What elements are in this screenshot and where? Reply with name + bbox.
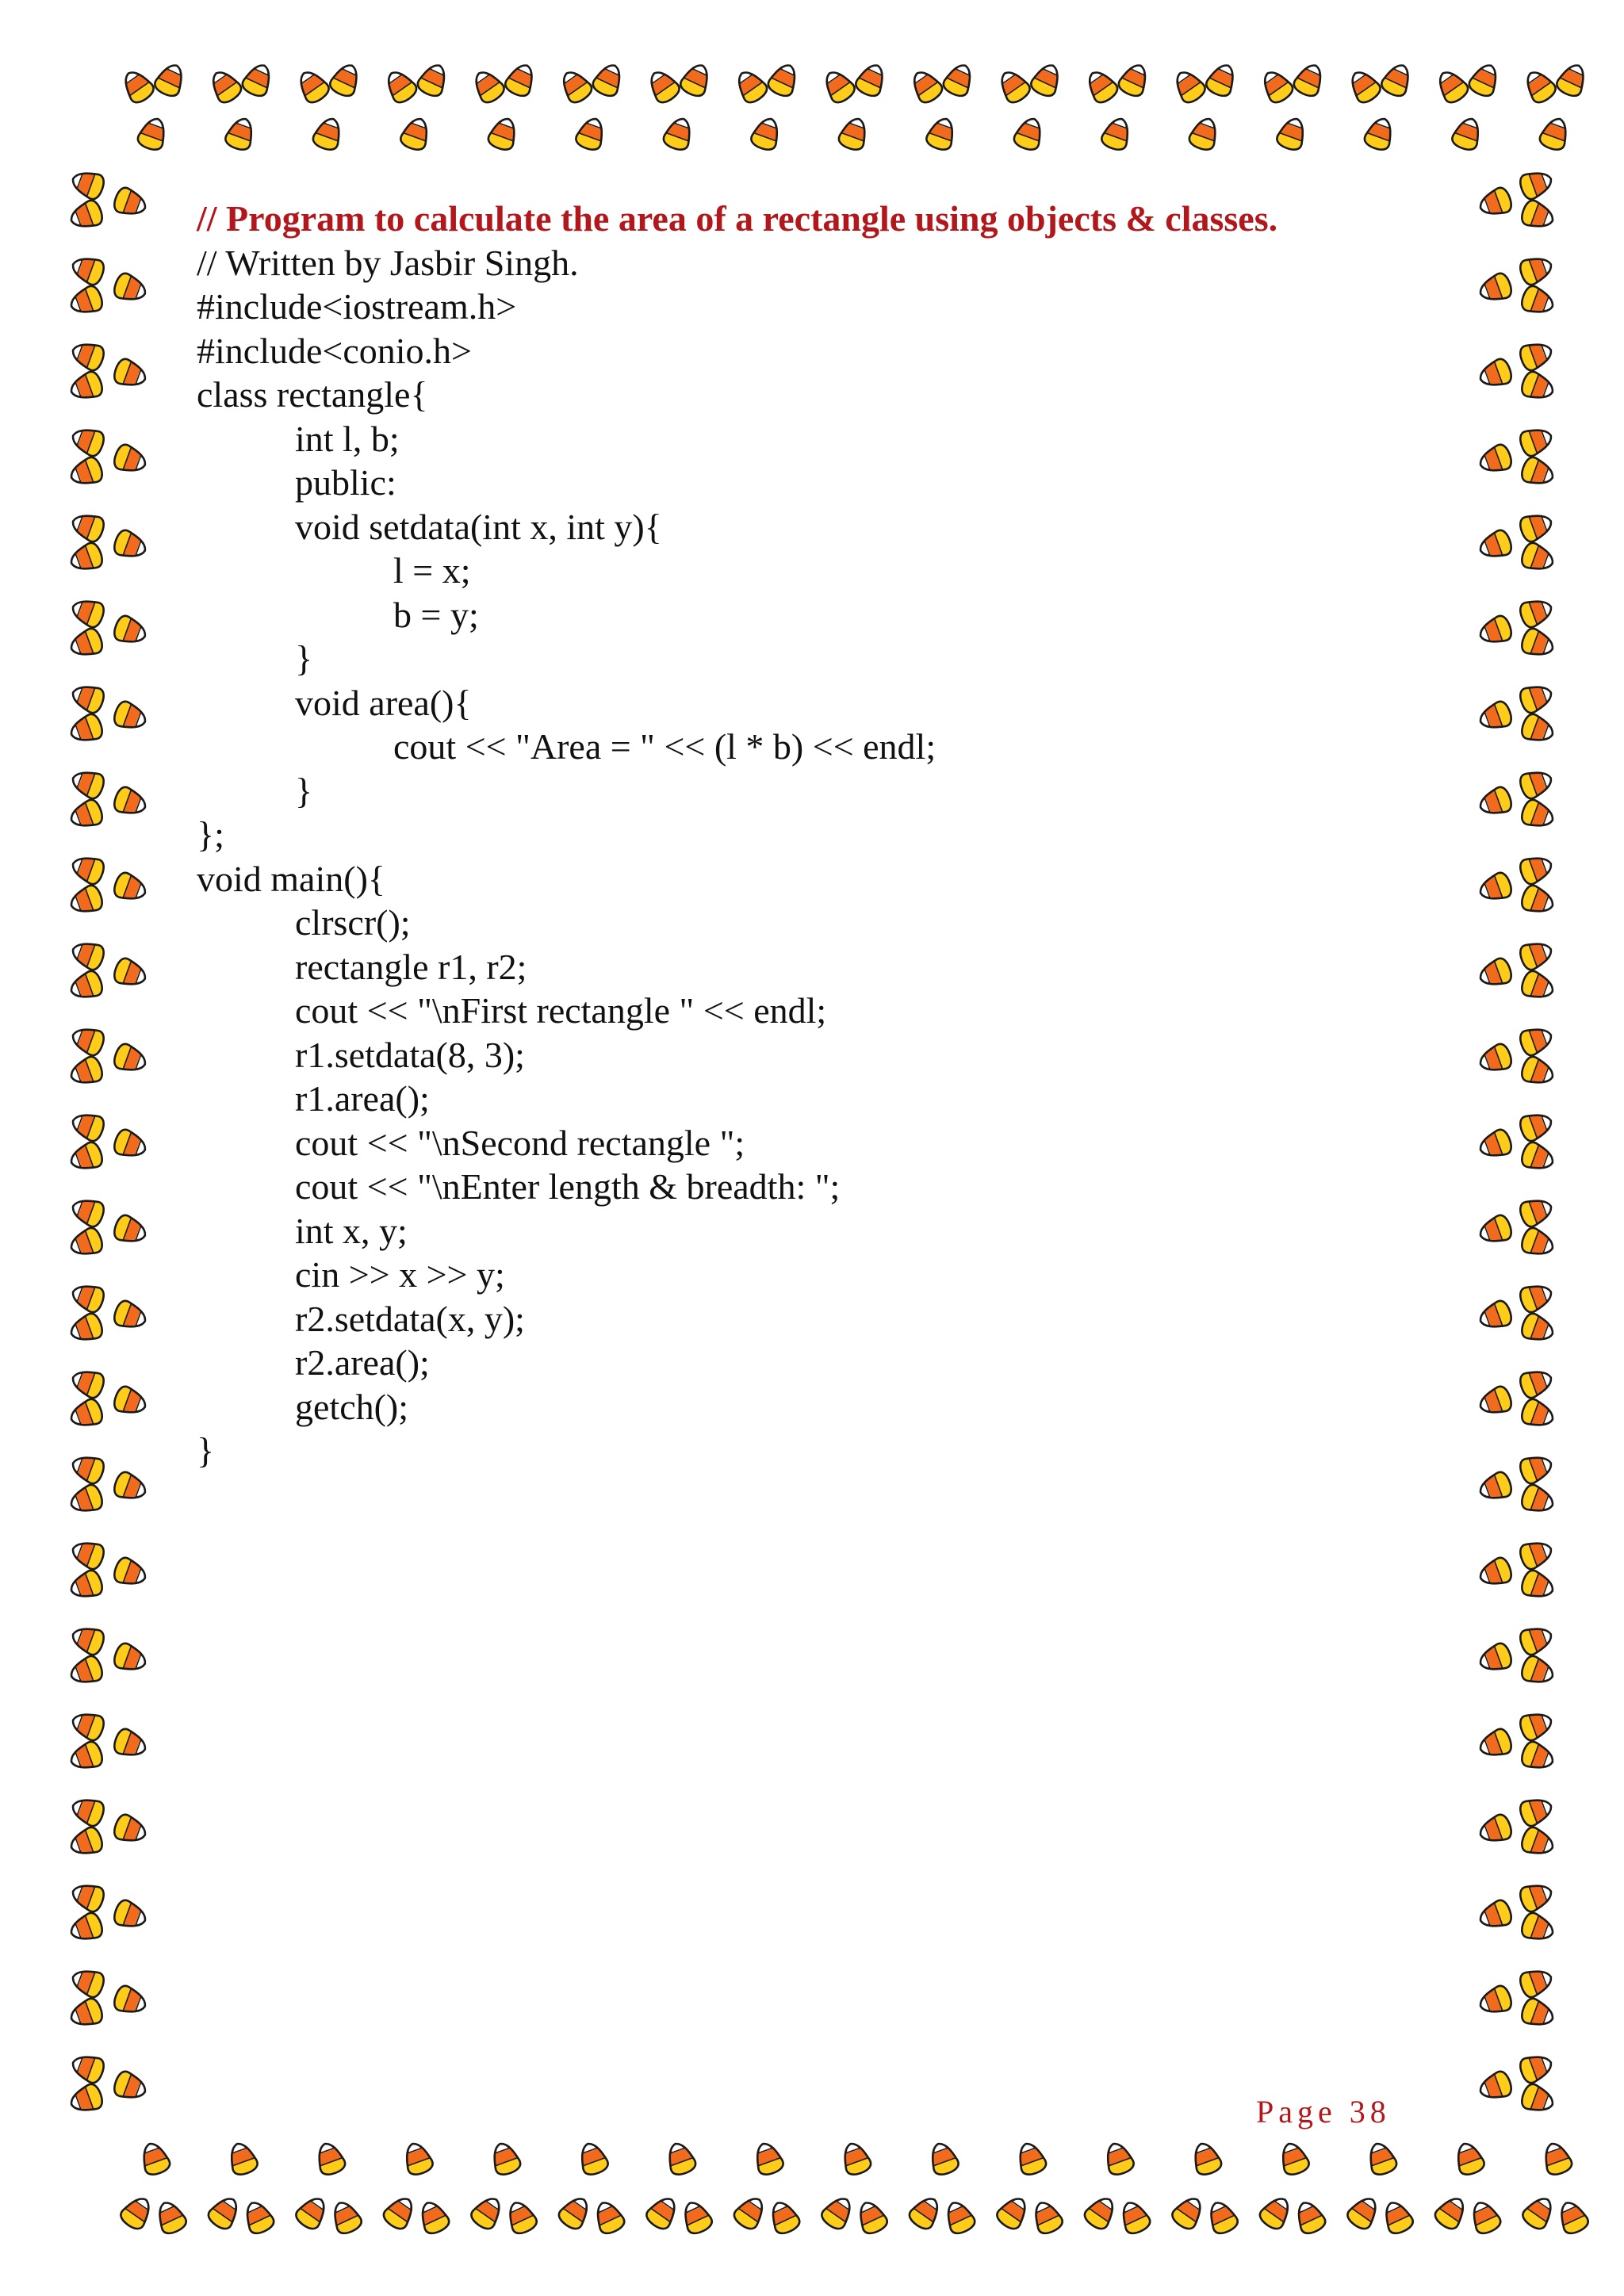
candy-corn-icon — [1519, 1911, 1557, 1946]
candy-corn-icon — [1519, 969, 1557, 1004]
candy-corn-icon — [765, 60, 802, 99]
candy-corn-icon — [224, 115, 259, 153]
candy-corn-icon — [1519, 284, 1557, 319]
candy-corn-icon — [1519, 198, 1557, 233]
candy-corn-icon — [1379, 60, 1415, 99]
candy-corn-icon — [112, 1384, 150, 1419]
code-line: l = x; — [393, 550, 471, 591]
code-line: cout << "\nFirst rectangle " << endl; — [295, 990, 827, 1031]
candy-corn-icon — [1519, 1054, 1557, 1089]
candy-corn-icon — [112, 528, 150, 563]
candy-corn-icon — [1519, 1140, 1557, 1175]
candy-corn-icon — [1477, 1470, 1515, 1505]
candy-corn-icon — [1518, 1793, 1556, 1828]
candy-corn-icon — [1477, 442, 1515, 477]
candy-corn-icon — [1518, 766, 1556, 801]
candy-corn-icon — [1432, 66, 1471, 105]
candy-corn-icon — [67, 541, 105, 576]
candy-corn-icon — [67, 369, 105, 404]
candy-corn-icon — [1466, 60, 1503, 99]
candy-corn-icon — [69, 166, 107, 201]
candy-corn-icon — [819, 66, 858, 105]
candy-corn-icon — [1518, 1965, 1556, 1999]
candy-corn-icon — [1519, 1226, 1557, 1261]
candy-corn-icon — [1539, 2140, 1574, 2178]
candy-corn-icon — [69, 338, 107, 373]
candy-corn-icon — [67, 883, 105, 918]
candy-corn-icon — [112, 1127, 150, 1162]
candy-corn-icon — [994, 66, 1033, 105]
candy-corn-icon — [1477, 1556, 1515, 1590]
candy-corn-icon — [117, 2192, 156, 2232]
candy-corn-icon — [1519, 1825, 1557, 1860]
candy-corn-icon — [69, 1879, 107, 1914]
candy-corn-icon — [67, 1568, 105, 1603]
candy-corn-icon — [69, 2050, 107, 2085]
candy-corn-icon — [67, 1996, 105, 2031]
candy-corn-icon — [678, 2198, 714, 2237]
candy-corn-icon — [925, 115, 959, 153]
candy-corn-icon — [556, 2192, 595, 2232]
candy-corn-icon — [69, 1365, 107, 1400]
candy-corn-icon — [67, 1226, 105, 1261]
candy-corn-icon — [576, 2140, 611, 2178]
code-line: } — [295, 638, 313, 679]
candy-corn-icon — [1518, 1194, 1556, 1229]
candy-corn-icon — [766, 2198, 802, 2237]
candy-corn-icon — [1100, 115, 1135, 153]
candy-corn-icon — [67, 712, 105, 747]
candy-corn-icon — [926, 2140, 961, 2178]
candy-corn-icon — [1477, 528, 1515, 563]
code-line: r2.area(); — [295, 1342, 430, 1383]
candy-corn-icon — [1477, 785, 1515, 820]
candy-corn-icon — [1362, 115, 1397, 153]
candy-corn-icon — [1170, 66, 1208, 105]
candy-corn-icon — [1477, 956, 1515, 991]
candy-corn-icon — [1452, 2140, 1487, 2178]
code-line: public: — [295, 462, 396, 503]
candy-corn-icon — [327, 2198, 364, 2237]
code-line: int x, y; — [295, 1210, 408, 1251]
candy-corn-icon — [1518, 937, 1556, 972]
candy-corn-icon — [112, 1556, 150, 1590]
candy-corn-icon — [1519, 1654, 1557, 1689]
candy-corn-icon — [1477, 871, 1515, 905]
code-line: } — [197, 1430, 215, 1471]
candy-corn-icon — [69, 937, 107, 972]
candy-corn-icon — [1518, 1451, 1556, 1486]
candy-corn-icon — [1518, 423, 1556, 458]
candy-corn-icon — [1082, 66, 1120, 105]
candy-corn-icon — [1477, 1812, 1515, 1847]
candy-corn-icon — [1520, 66, 1559, 105]
candy-corn-icon — [112, 1812, 150, 1847]
candy-corn-icon — [67, 1054, 105, 1089]
candy-corn-icon — [69, 1708, 107, 1743]
candy-corn-icon — [69, 423, 107, 458]
code-line: cout << "\nEnter length & breadth: "; — [295, 1166, 841, 1207]
candy-corn-icon — [1477, 1127, 1515, 1162]
candy-corn-icon — [67, 626, 105, 661]
candy-corn-icon — [468, 2192, 507, 2232]
candy-corn-icon — [67, 1311, 105, 1346]
code-line: int l, b; — [295, 418, 400, 459]
candy-corn-icon — [1189, 2140, 1224, 2178]
candy-corn-icon — [112, 1641, 150, 1676]
candy-corn-icon — [838, 2140, 873, 2178]
candy-corn-icon — [67, 455, 105, 490]
code-line: class rectangle{ — [197, 374, 428, 415]
candy-corn-icon — [112, 699, 150, 734]
candy-corn-icon — [486, 115, 521, 153]
candy-corn-icon — [67, 798, 105, 832]
candy-corn-icon — [112, 785, 150, 820]
code-line: r1.setdata(8, 3); — [295, 1034, 525, 1075]
candy-corn-icon — [67, 284, 105, 319]
code-line: void main(){ — [197, 858, 385, 899]
candy-corn-icon — [152, 2198, 189, 2237]
candy-corn-icon — [205, 66, 244, 105]
candy-corn-icon — [112, 1213, 150, 1248]
candy-corn-icon — [1519, 369, 1557, 404]
candy-corn-icon — [1082, 2192, 1120, 2232]
candy-corn-icon — [678, 60, 714, 99]
candy-corn-icon — [293, 2192, 331, 2232]
candy-corn-icon — [994, 2192, 1032, 2232]
candy-corn-icon — [1477, 614, 1515, 649]
candy-corn-icon — [1344, 2192, 1383, 2232]
candy-corn-icon — [69, 766, 107, 801]
candy-corn-icon — [1012, 115, 1047, 153]
candy-corn-icon — [1518, 1622, 1556, 1657]
candy-corn-icon — [67, 1739, 105, 1774]
candy-corn-icon — [1518, 2050, 1556, 2085]
candy-corn-icon — [69, 1965, 107, 1999]
candy-corn-icon — [663, 2140, 698, 2178]
candy-corn-icon — [112, 1299, 150, 1334]
candy-corn-icon — [69, 1451, 107, 1486]
candy-corn-icon — [293, 66, 332, 105]
candy-corn-icon — [469, 66, 508, 105]
candy-corn-icon — [661, 115, 696, 153]
candy-corn-icon — [1518, 1108, 1556, 1143]
candy-corn-icon — [1477, 271, 1515, 306]
candy-corn-icon — [1204, 2198, 1240, 2237]
code-line: #include<conio.h> — [197, 330, 472, 371]
code-line: #include<iostream.h> — [197, 286, 517, 327]
candy-corn-icon — [1477, 1299, 1515, 1334]
candy-corn-icon — [67, 1911, 105, 1946]
candy-corn-icon — [1518, 252, 1556, 287]
candy-corn-icon — [67, 969, 105, 1004]
candy-corn-icon — [941, 2198, 978, 2237]
code-line: getch(); — [295, 1386, 409, 1427]
candy-corn-icon — [1204, 60, 1240, 99]
candy-corn-icon — [837, 115, 871, 153]
candy-corn-icon — [1028, 60, 1065, 99]
candy-corn-icon — [1518, 1879, 1556, 1914]
candy-corn-icon — [112, 271, 150, 306]
candy-corn-icon — [1477, 1898, 1515, 1933]
candy-corn-icon — [1518, 680, 1556, 715]
candy-corn-icon — [1364, 2140, 1399, 2178]
code-listing — [197, 197, 1465, 1473]
candy-corn-icon — [112, 1984, 150, 2019]
candy-corn-icon — [1291, 60, 1327, 99]
candy-corn-icon — [1477, 357, 1515, 392]
candy-corn-icon — [1379, 2198, 1415, 2237]
candy-corn-icon — [1013, 2140, 1048, 2178]
candy-corn-icon — [1519, 626, 1557, 661]
candy-corn-icon — [69, 1023, 107, 1058]
candy-corn-icon — [1519, 541, 1557, 576]
candy-corn-icon — [1477, 1384, 1515, 1419]
candy-corn-icon — [574, 115, 609, 153]
candy-corn-icon — [381, 2192, 419, 2232]
candy-corn-icon — [1519, 1996, 1557, 2031]
candy-corn-icon — [1477, 1984, 1515, 2019]
candy-corn-icon — [67, 1397, 105, 1432]
candy-corn-icon — [69, 1536, 107, 1571]
candy-corn-icon — [1257, 2192, 1296, 2232]
candy-corn-icon — [1518, 509, 1556, 544]
candy-corn-icon — [67, 198, 105, 233]
candy-corn-icon — [112, 614, 150, 649]
candy-corn-icon — [1518, 1536, 1556, 1571]
code-line: }; — [197, 814, 224, 855]
candy-corn-icon — [749, 115, 784, 153]
candy-corn-icon — [67, 1483, 105, 1517]
candy-corn-icon — [112, 1727, 150, 1762]
candy-corn-icon — [1519, 1568, 1557, 1603]
candy-corn-icon — [1519, 1739, 1557, 1774]
candy-corn-icon — [118, 66, 157, 105]
candy-corn-icon — [112, 2069, 150, 2104]
candy-corn-icon — [225, 2140, 260, 2178]
candy-corn-icon — [1277, 2140, 1312, 2178]
candy-corn-icon — [69, 252, 107, 287]
candy-corn-icon — [906, 2192, 945, 2232]
candy-corn-icon — [1519, 1397, 1557, 1432]
candy-corn-icon — [1518, 1280, 1556, 1314]
candy-corn-icon — [556, 66, 595, 105]
candy-corn-icon — [69, 509, 107, 544]
candy-corn-icon — [1518, 166, 1556, 201]
candy-corn-icon — [1116, 60, 1152, 99]
candy-corn-icon — [67, 1825, 105, 1860]
candy-corn-icon — [67, 1140, 105, 1175]
candy-corn-icon — [731, 66, 770, 105]
candy-corn-icon — [69, 1194, 107, 1229]
candy-corn-icon — [69, 680, 107, 715]
candy-corn-icon — [69, 595, 107, 629]
candy-corn-icon — [1518, 1023, 1556, 1058]
candy-corn-icon — [1519, 2192, 1558, 2232]
candy-corn-icon — [1028, 2198, 1065, 2237]
candy-corn-icon — [1101, 2140, 1136, 2178]
candy-corn-icon — [1477, 1641, 1515, 1676]
candy-corn-icon — [1477, 699, 1515, 734]
code-line: clrscr(); — [295, 902, 411, 943]
candy-corn-icon — [503, 2198, 539, 2237]
candy-corn-icon — [1519, 712, 1557, 747]
candy-corn-icon — [1169, 2192, 1208, 2232]
candy-corn-icon — [1432, 2192, 1471, 2232]
candy-corn-icon — [818, 2192, 857, 2232]
candy-corn-icon — [69, 1793, 107, 1828]
candy-corn-icon — [591, 2198, 627, 2237]
candy-corn-icon — [1467, 2198, 1503, 2237]
candy-corn-icon — [1519, 883, 1557, 918]
code-line: void setdata(int x, int y){ — [295, 506, 662, 547]
candy-corn-icon — [67, 2082, 105, 2117]
candy-corn-icon — [400, 2140, 435, 2178]
candy-corn-icon — [112, 1898, 150, 1933]
candy-corn-icon — [1292, 2198, 1328, 2237]
candy-corn-icon — [1519, 1483, 1557, 1517]
code-line: b = y; — [393, 594, 479, 635]
candy-corn-icon — [311, 115, 346, 153]
candy-corn-icon — [1477, 1727, 1515, 1762]
candy-corn-icon — [1477, 186, 1515, 220]
candy-corn-icon — [137, 2140, 172, 2178]
candy-corn-icon — [906, 66, 945, 105]
candy-corn-icon — [503, 60, 539, 99]
code-line: r1.area(); — [295, 1078, 430, 1119]
program-heading: // Program to calculate the area of a rectangle using objects & classes. — [197, 198, 1278, 239]
candy-corn-icon — [1187, 115, 1222, 153]
candy-corn-icon — [312, 2140, 347, 2178]
candy-corn-icon — [1518, 338, 1556, 373]
candy-corn-icon — [1257, 66, 1296, 105]
candy-corn-icon — [112, 1042, 150, 1077]
candy-corn-icon — [112, 956, 150, 991]
candy-corn-icon — [1275, 115, 1310, 153]
candy-corn-icon — [240, 2198, 277, 2237]
candy-corn-icon — [853, 2198, 890, 2237]
candy-corn-icon — [205, 2192, 244, 2232]
candy-corn-icon — [136, 115, 170, 153]
candy-corn-icon — [643, 2192, 682, 2232]
candy-corn-icon — [1518, 1365, 1556, 1400]
code-line: rectangle r1, r2; — [295, 946, 527, 987]
candy-corn-icon — [731, 2192, 770, 2232]
candy-corn-icon — [751, 2140, 786, 2178]
candy-corn-icon — [644, 66, 683, 105]
candy-corn-icon — [488, 2140, 523, 2178]
candy-corn-icon — [590, 60, 626, 99]
candy-corn-icon — [69, 1108, 107, 1143]
candy-corn-icon — [1554, 2198, 1591, 2237]
code-line: cout << "\nSecond rectangle "; — [295, 1122, 745, 1163]
candy-corn-icon — [1477, 1213, 1515, 1248]
candy-corn-icon — [853, 60, 890, 99]
candy-corn-icon — [112, 186, 150, 220]
candy-corn-icon — [1519, 798, 1557, 832]
candy-corn-icon — [112, 871, 150, 905]
candy-corn-icon — [1518, 1708, 1556, 1743]
candy-corn-icon — [1538, 115, 1572, 153]
candy-corn-icon — [1519, 2082, 1557, 2117]
code-line: r2.setdata(x, y); — [295, 1298, 525, 1339]
candy-corn-icon — [112, 357, 150, 392]
candy-corn-icon — [399, 115, 434, 153]
candy-corn-icon — [1477, 1042, 1515, 1077]
code-line: cin >> x >> y; — [295, 1254, 505, 1295]
code-line: cout << "Area = " << (l * b) << endl; — [393, 726, 936, 767]
code-line: // Written by Jasbir Singh. — [197, 242, 579, 283]
candy-corn-icon — [1518, 851, 1556, 886]
candy-corn-icon — [239, 60, 276, 99]
candy-corn-icon — [1518, 595, 1556, 629]
candy-corn-icon — [381, 66, 419, 105]
candy-corn-icon — [112, 1470, 150, 1505]
candy-corn-icon — [152, 60, 189, 99]
candy-corn-icon — [69, 1280, 107, 1314]
candy-corn-icon — [1477, 2069, 1515, 2104]
code-line: } — [295, 770, 313, 811]
candy-corn-icon — [415, 60, 451, 99]
candy-corn-icon — [1554, 60, 1591, 99]
candy-corn-icon — [940, 60, 977, 99]
candy-corn-icon — [1345, 66, 1384, 105]
page-number: Page 38 — [1256, 2094, 1391, 2130]
candy-corn-icon — [1519, 455, 1557, 490]
candy-corn-icon — [1450, 115, 1485, 153]
candy-corn-icon — [327, 60, 364, 99]
candy-corn-icon — [69, 1622, 107, 1657]
candy-corn-icon — [112, 442, 150, 477]
candy-corn-icon — [1519, 1311, 1557, 1346]
candy-corn-icon — [67, 1654, 105, 1689]
candy-corn-icon — [1116, 2198, 1153, 2237]
code-line: void area(){ — [295, 682, 472, 723]
candy-corn-icon — [69, 851, 107, 886]
candy-corn-icon — [416, 2198, 452, 2237]
